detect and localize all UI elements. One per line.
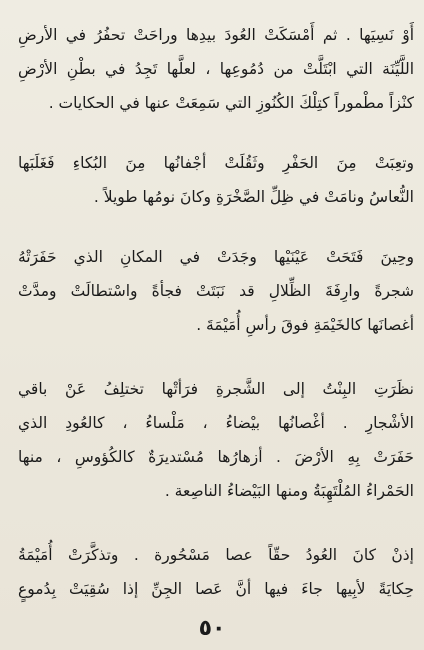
paragraph-4 [18, 372, 414, 508]
text-line: الأشْجارِ . أغْصانُها بيْضاءُ ، مَلْساءُ ، كالعُودِ الذي [18, 414, 414, 432]
text-line: اللَّيِّنَة التي ابْتَلَّتْ من دُمُوعِها ، لعلَّها تَجِدُ في بطْنِ الأرْضِ [18, 60, 414, 78]
text-line: الحَمْراءُ المُلْتَهِبَةُ ومنها البَيْضاءُ الناصِعة . [164, 482, 414, 500]
page-number: ٥٠ [198, 616, 226, 641]
text-line: كنْزاً مطْموراً كتِلْكَ الكُنُوزِ التي سَمِعَتْ عنها في الحكايات . [48, 94, 414, 112]
paragraph-3 [18, 240, 414, 342]
paragraph-5 [18, 538, 414, 606]
text-line: حَفَرَتْ بِهِ الأرْضَ . أزهارُها مُسْتديرَةٌ كالكُؤوسِ ، منها [18, 448, 414, 466]
text-line: شجرةً وارِفَةَ الظِّلالِ قد نَبَتَتْ فجأةً واسْتطالَتْ ومدَّتْ [18, 282, 414, 300]
text-line: وحِينَ فَتَحَتْ عَيْنَيْها وجَدَتْ في المكانِ الذي حَفَرَتْهُ [18, 248, 414, 266]
paragraph-2 [18, 146, 414, 214]
text-line: نظَرَتِ البِنْتُ إلى الشَّجرةِ فرَأتْها تختلِفُ عَنْ باقي [18, 380, 414, 398]
text-line: أغصانَها كالخَيْمَةِ فوقَ رأسِ أُمَيْمَةَ . [196, 316, 414, 334]
text-line: وتعِبَتْ مِنَ الحَفْرِ وثَقُلَتْ أجْفانُها مِنَ البُكاءِ فَغَلَبَها [18, 154, 414, 172]
text-line: إذنْ كانَ العُودُ حقّاً عصا مَسْحُورة . وتذكَّرَتْ أُمَيْمَةُ [18, 546, 414, 564]
text-line: النُّعاسُ ونامَتْ في ظِلِّ الصَّخْرَةِ وكانَ نومُها طويلاً . [93, 188, 414, 206]
paragraph-1 [18, 18, 414, 120]
text-line: حِكايَةً لأبِيها جاءَ فيها أنَّ عَصا الجِنِّ إذا سُقِيَتْ بِدُموعٍ [18, 580, 414, 598]
text-line: أَوْ نَسِيَها . ثم أَمْسَكَتْ العُودَ بيدِها وراحَتْ تحفُرُ في الأرضِ [18, 26, 414, 44]
